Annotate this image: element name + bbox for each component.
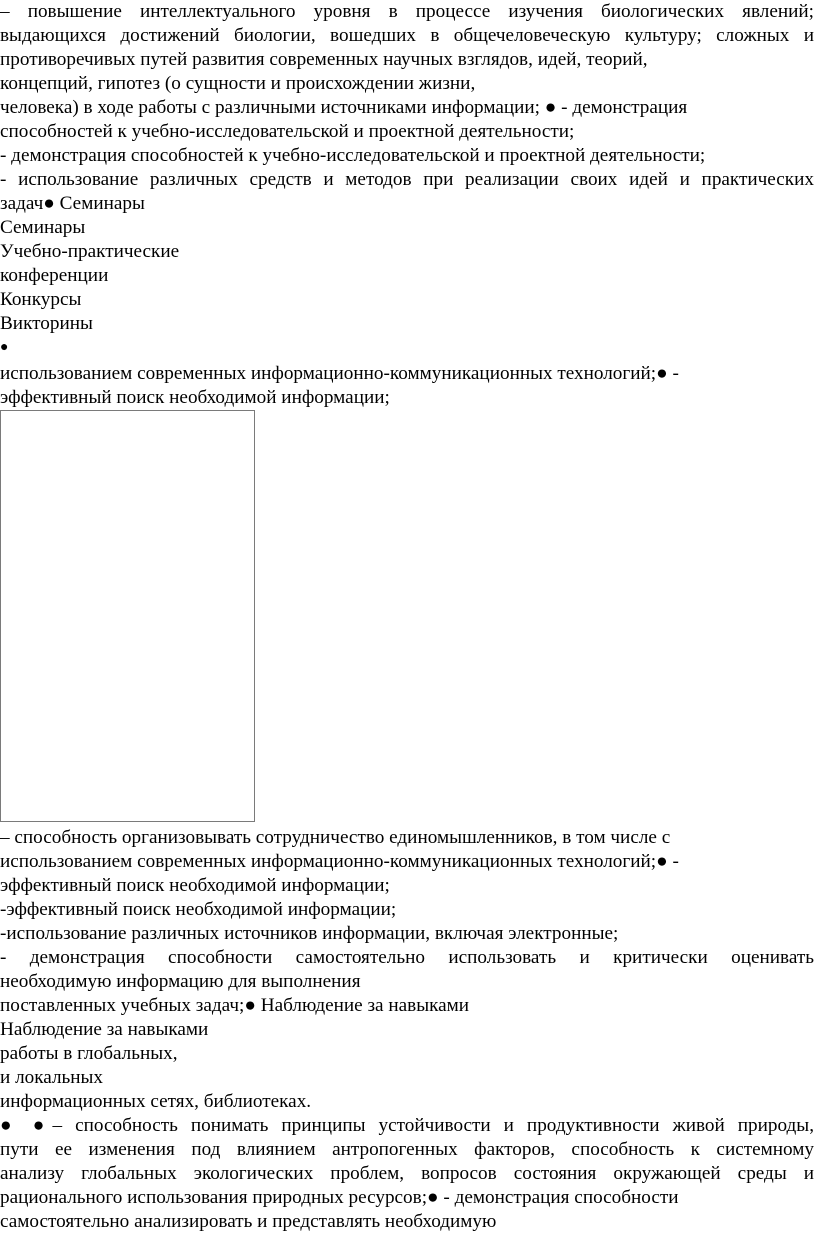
text-line: - демонстрация способности самостоятельно использовать и критически оценивать — [0, 947, 814, 968]
text-line: самостоятельно анализировать и представлять необходимую — [0, 1211, 497, 1232]
text-line: Викторины — [0, 313, 93, 334]
text-line: -использование различных источников информации, включая электронные; — [0, 923, 619, 944]
text-line: Конкурсы — [0, 289, 82, 310]
text-line: работы в глобальных, — [0, 1043, 178, 1064]
text-line: ● ●– способность понимать принципы устойчивости и продуктивности живой природы, — [0, 1115, 814, 1136]
text-line: необходимую информацию для выполнения — [0, 971, 361, 992]
text-line: – повышение интеллектуального уровня в процессе изучения биологических явлений; — [0, 1, 814, 22]
text-line: конференции — [0, 265, 109, 286]
text-line: эффективный поиск необходимой информации; — [0, 875, 390, 896]
empty-image-frame — [0, 410, 255, 822]
text-line: поставленных учебных задач;● Наблюдение за навыками — [0, 995, 470, 1016]
bullet-icon: ● — [0, 340, 9, 355]
text-line: противоречивых путей развития современных научных взглядов, идей, теорий, — [0, 49, 648, 70]
text-line: Семинары — [0, 217, 86, 238]
text-line: использованием современных информационно-коммуникационных технологий;● - — [0, 363, 679, 384]
text-line: информационных сетях, библиотеках. — [0, 1091, 312, 1112]
text-line: – способность организовывать сотрудничество единомышленников, в том числе с — [0, 827, 671, 848]
text-line: эффективный поиск необходимой информации; — [0, 387, 390, 408]
text-line: концепций, гипотез (о сущности и происхождении жизни, — [0, 73, 476, 94]
text-line: -эффективный поиск необходимой информации; — [0, 899, 397, 920]
text-line: выдающихся достижений биологии, вошедших в общечеловеческую культуру; сложных и — [0, 25, 814, 46]
text-line: Наблюдение за навыками — [0, 1019, 209, 1040]
text-line: использованием современных информационно-коммуникационных технологий;● - — [0, 851, 679, 872]
text-line: пути ее изменения под влиянием антропогенных факторов, способность к системному — [0, 1139, 814, 1160]
text-line: Учебно-практические — [0, 241, 180, 262]
text-line: и локальных — [0, 1067, 104, 1088]
text-line: способностей к учебно-исследовательской и проектной деятельности; — [0, 121, 575, 142]
text-line: - демонстрация способностей к учебно-исследовательской и проектной деятельности; — [0, 145, 706, 166]
text-line: рационального использования природных ресурсов;● - демонстрация способности — [0, 1187, 679, 1208]
text-line: анализу глобальных экологических проблем, вопросов состояния окружающей среды и — [0, 1163, 814, 1184]
text-line: - использование различных средств и методов при реализации своих идей и практических — [0, 169, 814, 190]
text-line: задач● Семинары — [0, 193, 145, 214]
text-line: человека) в ходе работы с различными источниками информации; ● - демонстрация — [0, 97, 688, 118]
